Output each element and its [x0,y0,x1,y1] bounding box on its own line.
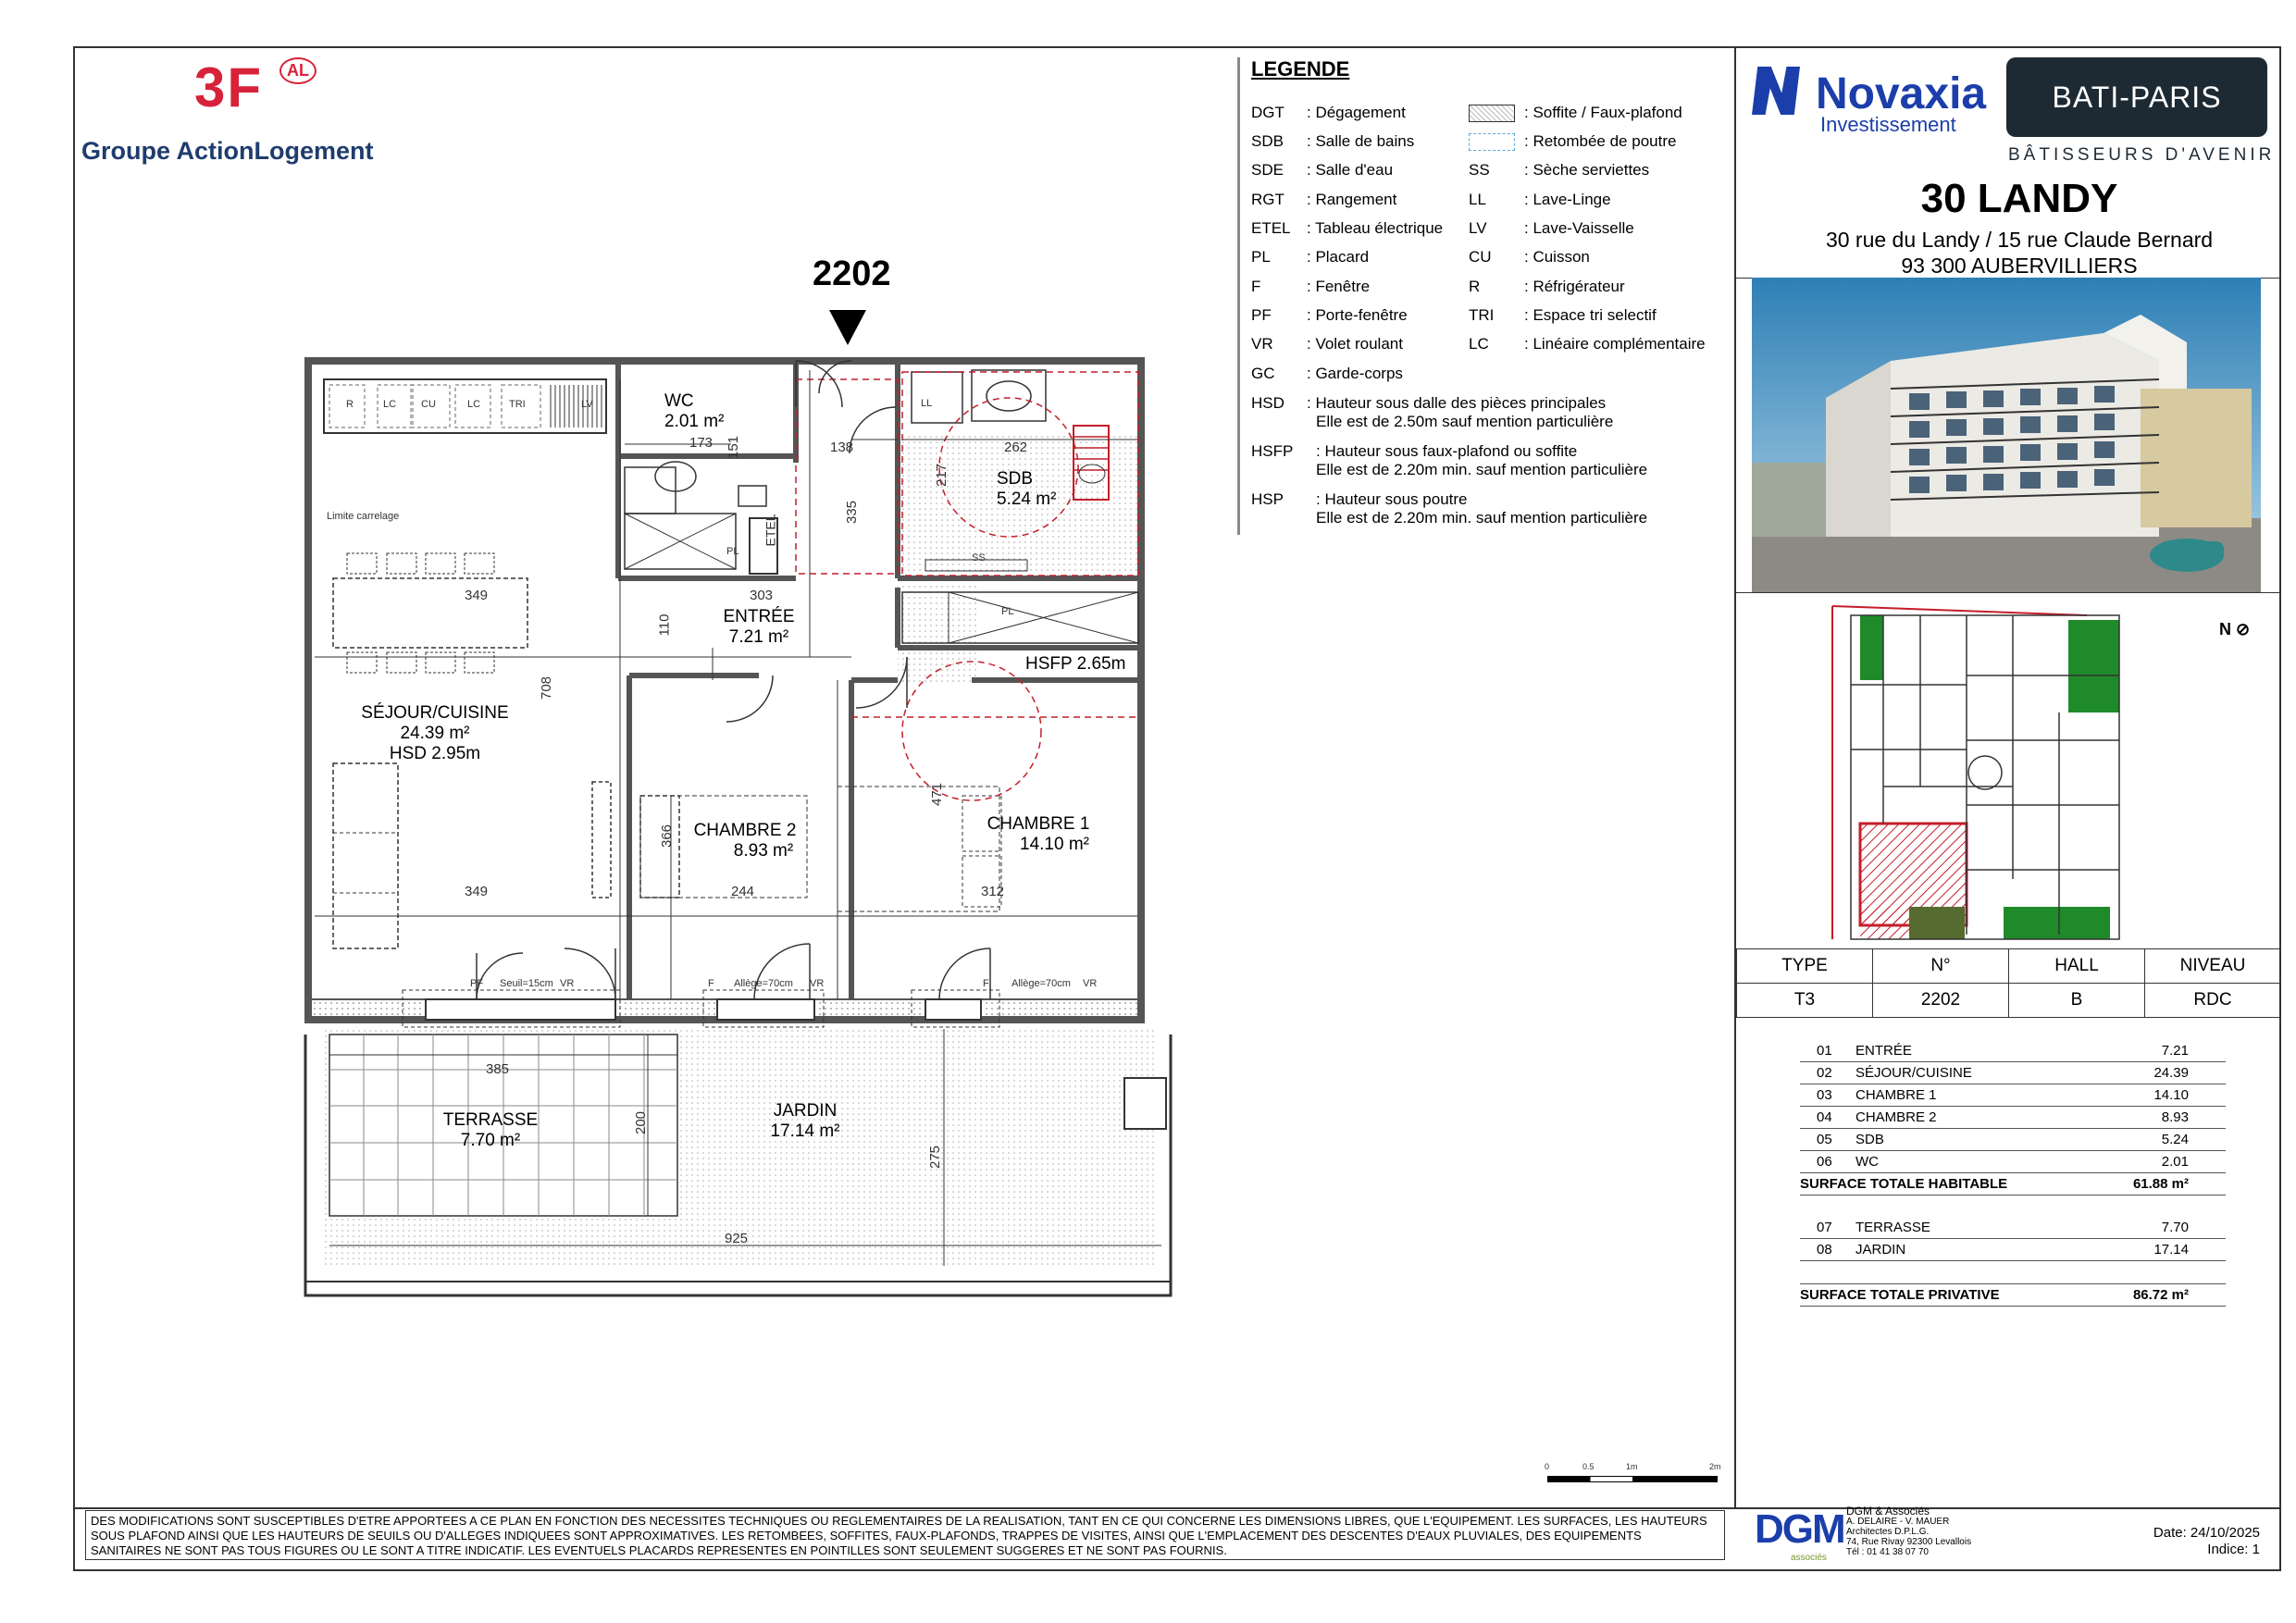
building-render-image [1752,278,2261,592]
dim-217: 217 [934,463,950,488]
legend-code: SDE [1251,161,1284,179]
legend-desc: : Retombée de poutre [1524,132,1677,150]
kitchen-label-lc1: LC [383,399,397,410]
surface-row [1800,1217,2226,1239]
date-line: Date: 24/10/2025 [2153,1525,2260,1541]
legend-code: GC [1251,365,1275,382]
dim-200: 200 [633,1110,650,1135]
legend-code: F [1251,278,1261,295]
logo-group-actionlogement: Groupe ActionLogement [81,137,374,165]
kitchen-label-tri: TRI [509,399,526,410]
table-row [1737,984,2281,1018]
table-cell: 2202 [1873,984,2009,1018]
legend-divider [1237,57,1240,535]
surface-row [1800,1040,2226,1062]
ll-label: LL [921,398,933,409]
surface-row [1800,1084,2226,1107]
dim-385: 385 [486,1061,510,1077]
indice-line: Indice: 1 [2207,1542,2260,1557]
terrasse-name: TERRASSE [442,1110,539,1130]
dim-471: 471 [929,782,946,807]
dim-138: 138 [830,440,854,455]
legend-desc: : Hauteur sous dalle des pièces principales [1307,394,1607,412]
site-plan [1828,601,2142,944]
sdb-name: SDB [997,469,1034,489]
surface-row [1800,1129,2226,1151]
legend-desc: Elle est de 2.20m min. sauf mention particulière [1316,461,1648,478]
window-label-allege2: Allège=70cm [1011,978,1071,989]
dim-349b: 349 [465,884,489,899]
surface-name: SDB [1855,1132,1884,1147]
legend-code: SS [1469,161,1490,179]
surface-num: 03 [1817,1087,1832,1103]
window-label-f1: F [708,978,714,989]
logo-3f: 3F [194,56,264,118]
north-arrow-icon: N ⊘ [2219,620,2251,638]
entree-area: 7.21 m² [728,627,789,647]
legend-desc: : Cuisson [1524,248,1590,266]
scale-label-2m: 2m [1709,1462,1721,1471]
surface-total-value: 61.88 m² [2132,1176,2189,1192]
legend-desc: : Dégagement [1307,104,1406,121]
legend-code: HSD [1251,394,1285,412]
surface-name: CHAMBRE 2 [1855,1109,1937,1125]
room-label-sejour [356,703,514,764]
window-label-seuil: Seuil=15cm [500,978,553,989]
legend-desc: : Lave-Linge [1524,191,1611,208]
dgm-line: A. DELAIRE - V. MAUER [1846,1517,1950,1527]
surface-total-privative [1800,1283,2226,1307]
legend-desc: : Porte-fenêtre [1307,306,1408,324]
kitchen-label-r: R [346,399,354,410]
legend-desc: : Garde-corps [1307,365,1403,382]
chambre1-area: 14.10 m² [1020,835,1089,854]
surface-name: WC [1855,1154,1879,1170]
jardin-name: JARDIN [773,1101,838,1121]
table-header-row [1737,949,2281,984]
legend-desc: : Soffite / Faux-plafond [1524,104,1682,121]
surface-value: 5.24 [2161,1132,2189,1147]
dim-312: 312 [981,884,1005,899]
etel-label: ETEL [763,514,778,547]
legend-code: SDB [1251,132,1284,150]
dim-110: 110 [656,613,673,637]
surface-num: 01 [1817,1043,1832,1059]
chambre2-area: 8.93 m² [733,841,794,861]
room-label-sdb [997,469,1056,510]
surface-total-label: SURFACE TOTALE HABITABLE [1800,1176,2008,1192]
scale-label-0: 0 [1545,1462,1550,1471]
legend-desc: : Réfrigérateur [1524,278,1625,295]
surface-row [1800,1107,2226,1129]
window-label-vr1: VR [560,978,575,989]
window-label-pf: PF [470,978,484,989]
dim-275: 275 [927,1145,944,1170]
legend-code: ETEL [1251,219,1291,237]
legend-desc: Elle est de 2.20m min. sauf mention particulière [1316,509,1648,527]
table-cell: RDC [2145,984,2281,1018]
legend-code: LV [1469,219,1487,237]
surface-row [1800,1239,2226,1261]
legend-desc: : Volet roulant [1307,335,1403,353]
legend-code: DGT [1251,104,1285,121]
sejour-hsd: HSD 2.95m [389,744,481,763]
surface-row [1800,1151,2226,1173]
surface-name: ENTRÉE [1855,1043,1912,1059]
wc-area: 2.01 m² [664,412,725,431]
legend-title: LEGENDE [1251,57,1350,81]
legend-desc: : Linéaire complémentaire [1524,335,1706,353]
novaxia-logo: Novaxia [1816,69,1987,118]
room-label-entree [713,607,805,648]
dgm-associes: associés [1791,1553,1827,1563]
table-cell: B [2009,984,2145,1018]
scale-bar [1547,1476,1718,1482]
surface-value: 7.21 [2161,1043,2189,1059]
surface-total-habitable [1800,1173,2226,1196]
surface-total-value: 86.72 m² [2132,1287,2189,1303]
window-label-f2: F [983,978,989,989]
surface-value: 2.01 [2161,1154,2189,1170]
legend-code: HSFP [1251,442,1294,460]
bati-paris-logo: BATI-PARIS [2006,57,2267,137]
dim-151: 151 [726,435,742,460]
novaxia-sub: Investissement [1820,113,1956,136]
legend-desc: : Hauteur sous poutre [1316,490,1468,508]
dgm-logo: DGM [1755,1506,1844,1552]
beam-swatch-icon [1469,133,1515,151]
dim-925: 925 [725,1231,749,1246]
surface-name: JARDIN [1855,1242,1906,1258]
dgm-line: 74, Rue Rivay 92300 Levallois [1846,1537,1972,1547]
legend-desc: : Fenêtre [1307,278,1371,295]
pl-label-hall: PL [1001,606,1014,617]
entrance-arrow-icon [829,310,866,345]
surface-name: SÉJOUR/CUISINE [1855,1065,1972,1081]
legend-desc: : Espace tri selectif [1524,306,1657,324]
dim-708: 708 [539,675,555,700]
room-label-chambre1 [978,814,1098,855]
room-label-jardin [759,1101,851,1142]
entree-name: ENTRÉE [723,607,795,626]
legend-heights [1251,394,1714,533]
pl-label-wc: PL [726,546,739,557]
dim-173: 173 [689,435,714,451]
legend-desc: : Hauteur sous faux-plafond ou soffite [1316,442,1578,460]
dgm-line: Architectes D.P.L.G. [1846,1527,1930,1537]
legend-code: R [1469,278,1481,295]
surface-value: 17.14 [2153,1242,2189,1258]
legend-desc: : Salle de bains [1307,132,1415,150]
table-header: TYPE [1737,949,1873,984]
window-label-vr3: VR [1083,978,1098,989]
dim-349a: 349 [465,588,489,603]
table-header: HALL [2009,949,2145,984]
legend-desc: : Rangement [1307,191,1397,208]
scale-label-05: 0.5 [1582,1462,1595,1471]
room-label-wc [664,391,724,432]
surface-num: 08 [1817,1242,1832,1258]
kitchen-label-lv: LV [581,399,593,410]
dgm-line: DGM & Associés [1846,1505,1930,1518]
chambre1-name: CHAMBRE 1 [987,814,1090,834]
chambre2-name: CHAMBRE 2 [693,821,797,840]
logo-al: AL [279,57,316,84]
disclaimer-text: DES MODIFICATIONS SONT SUSCEPTIBLES D'ETRE APPORTEES A CE PLAN EN FONCTION DES NECESSITES TECHNIQUES OU REGLEMENTAIRES DE LA REALISATION, TANT EN CE QUI CONCERNE LES DIMENSIONS LIBRES, QUE L'EQUIPEMENT. LES SURFACES, LES HAUTEURS SOUS PLAFOND AINSI QUE LES HAUTEURS DE SEUILS OU D'ALLEGES INDIQUEES SONT APPROXIMATIVES. LES RETOMBEES, SOFFITES, FAUX-PLAFONDS, TRAPPES DE VISITES, AINSI QUE L'EMPLACEMENT DES DESCENTES D'EAUX PLUVIALES, DES EQUIPEMENTS SANITAIRES NE SONT PAS TOUS FIGURES OU LE SONT A TITRE INDICATIF. LES EVENTUELS PLACARDS REPRESENTES EN POINTILLES SONT SEULEMENT SUGGERES ET NE SONT PAS FOURNIS. [91,1514,1707,1557]
surface-value: 7.70 [2161,1220,2189,1235]
legend-code: CU [1469,248,1492,266]
dim-335: 335 [844,500,861,525]
surface-row [1800,1062,2226,1084]
soffit-swatch-icon [1469,105,1515,122]
hsfp-label: HSFP 2.65m [1025,654,1126,674]
plan-date [2128,1525,2260,1558]
sdb-area: 5.24 m² [997,489,1057,509]
surface-total-label: SURFACE TOTALE PRIVATIVE [1800,1287,2000,1303]
legend-desc: : Tableau électrique [1307,219,1444,237]
room-label-chambre2 [685,821,805,861]
ss-label: SS [972,552,986,564]
sejour-name: SÉJOUR/CUISINE [361,703,509,723]
legend-left [1251,104,1473,400]
table-header: N° [1873,949,2009,984]
divider-right-panel [1734,46,1736,1508]
window-label-allege1: Allège=70cm [734,978,793,989]
legend-code: HSP [1251,490,1284,508]
surface-num: 06 [1817,1154,1832,1170]
legend-code: TRI [1469,306,1495,324]
surface-num: 05 [1817,1132,1832,1147]
legend-code: RGT [1251,191,1285,208]
legend-desc: : Lave-Vaisselle [1524,219,1634,237]
legend-right [1469,104,1709,353]
sejour-area: 24.39 m² [400,724,470,743]
dim-303: 303 [750,588,774,603]
apartment-number: 2202 [813,254,891,293]
jardin-area: 17.14 m² [770,1121,840,1141]
table-cell: T3 [1737,984,1873,1018]
legend-desc: : Placard [1307,248,1370,266]
kitchen-label-lc2: LC [467,399,481,410]
surface-value: 24.39 [2153,1065,2189,1081]
legend-code: PL [1251,248,1271,266]
surface-value: 8.93 [2161,1109,2189,1125]
surface-name: TERRASSE [1855,1220,1930,1235]
dim-366: 366 [659,824,676,849]
scale-label-1m: 1m [1626,1462,1638,1471]
legend-desc: : Sèche serviettes [1524,161,1650,179]
legend-code: PF [1251,306,1272,324]
kitchen-label-cu: CU [421,399,436,410]
project-address-2: 93 300 AUBERVILLIERS [1901,254,2138,278]
apartment-info-table [1736,948,2281,1018]
legend-desc: : Salle d'eau [1307,161,1394,179]
window-label-vr2: VR [810,978,825,989]
dim-244: 244 [731,884,755,899]
batisseurs-tagline: BÂTISSEURS D'AVENIR [2008,145,2276,165]
legend-code: LC [1469,335,1489,353]
dgm-line: Tél : 01 41 38 07 70 [1846,1547,1929,1557]
surface-num: 02 [1817,1065,1832,1081]
divider-render [1736,592,2281,593]
surface-num: 04 [1817,1109,1832,1125]
dim-262: 262 [1004,440,1028,455]
table-header: NIVEAU [2145,949,2281,984]
limite-carrelage-label: Limite carrelage [327,511,400,522]
wc-name: WC [664,391,694,411]
project-title: 30 LANDY [1920,176,2118,221]
legend-code: VR [1251,335,1273,353]
legend-code: LL [1469,191,1486,208]
dgm-details [1846,1506,1971,1557]
legend-desc: Elle est de 2.50m sauf mention particulière [1316,413,1614,430]
room-label-terrasse [435,1110,546,1151]
surface-name: CHAMBRE 1 [1855,1087,1937,1103]
surface-value: 14.10 [2153,1087,2189,1103]
surface-num: 07 [1817,1220,1832,1235]
project-address-1: 30 rue du Landy / 15 rue Claude Bernard [1825,228,2214,252]
terrasse-area: 7.70 m² [460,1131,521,1150]
